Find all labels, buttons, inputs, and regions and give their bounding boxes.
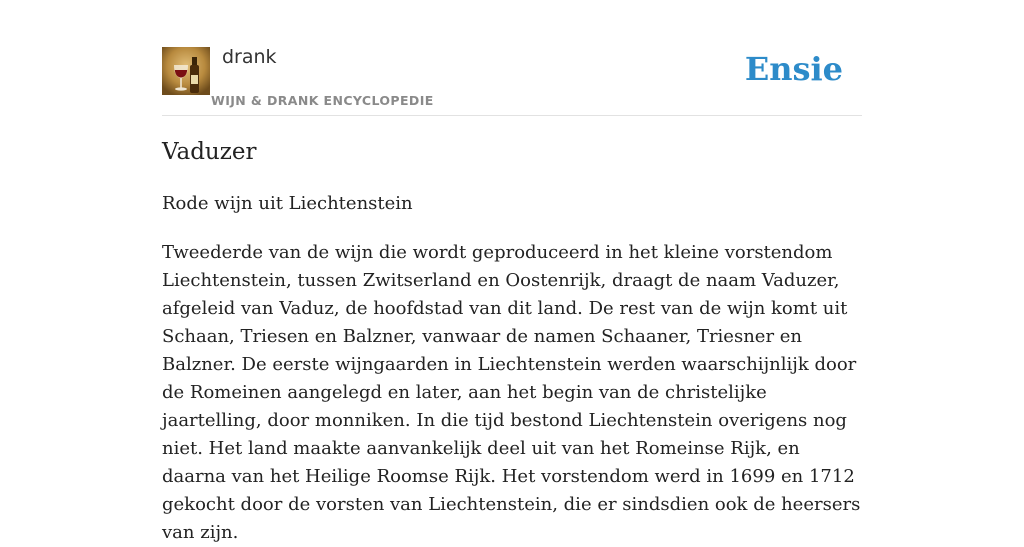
brand-logo[interactable]: Ensie [744,50,843,88]
category-name[interactable]: drank [222,46,277,68]
header-divider [162,115,862,116]
article-lede: Rode wijn uit Liechtenstein [162,193,413,214]
category-avatar[interactable] [162,47,210,95]
article-title: Vaduzer [162,139,257,165]
article-body: Tweederde van de wijn die wordt geproduceerd in het kleine vorstendom Liechtenstein, tussen Zwitserland en Oostenrijk, draagt de naam Vaduzer, afgeleid van Vaduz, de hoofdstad van dit land. De rest van de wijn komt uit Schaan, Triesen en Balzner, vanwaar de namen Schaaner, Triesner en Balzner. De eerste wijngaarden in Liechtenstein werden waarschijnlijk door de Romeinen aangelegd en later, aan het begin van de christelijke jaartelling, door monniken. In die tijd bestond Liechtenstein overigens nog niet. Het land maakte aanvankelijk deel uit van het Romeinse Rijk, en daarna van het Heilige Roomse Rijk. Het vorstendom werd in 1699 en 1712 gekocht door de vorsten van Liechtenstein, die er sindsdien ook de heersers van zijn. [162,242,861,543]
encyclopedia-subtitle: WIJN & DRANK ENCYCLOPEDIE [211,93,434,108]
wine-glass-bottle-icon [162,47,210,95]
